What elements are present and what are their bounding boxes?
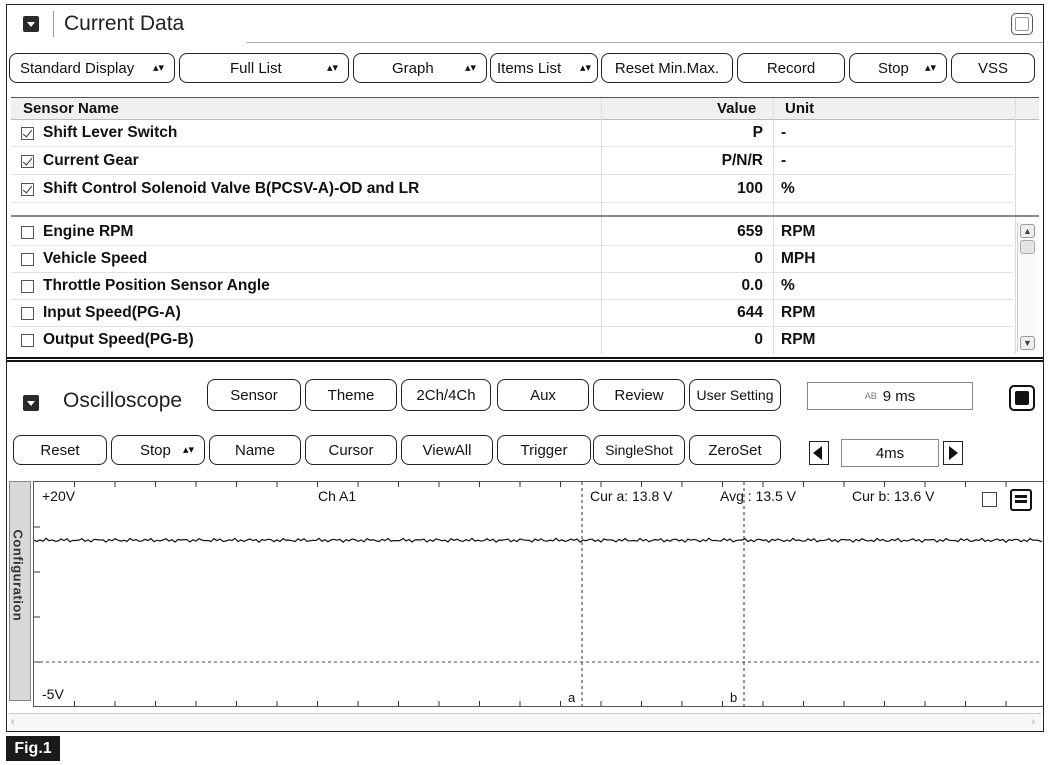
sensor-unit: - <box>781 124 787 141</box>
sensor-name: Vehicle Speed <box>43 250 148 267</box>
reset-button[interactable]: Reset <box>13 435 107 465</box>
row-checkbox[interactable] <box>21 280 34 293</box>
sensor-unit: % <box>781 277 795 294</box>
stop-select[interactable] <box>849 53 947 83</box>
sensor-name: Input Speed(PG-A) <box>43 304 181 321</box>
oscilloscope-display[interactable] <box>33 481 1043 707</box>
row-checkbox[interactable] <box>21 307 34 320</box>
reset-min-max-button[interactable]: Reset Min.Max. <box>601 53 733 83</box>
cursor-button[interactable]: Cursor <box>305 435 397 465</box>
col-value: Value <box>717 100 757 117</box>
selected-group-divider <box>11 215 1039 217</box>
time-scale-increase-icon[interactable] <box>943 441 963 465</box>
table-row[interactable] <box>11 273 1013 300</box>
stop-capture-icon[interactable] <box>1009 385 1035 411</box>
trigger-button[interactable]: Trigger <box>497 435 591 465</box>
cursor-a-readout: Cur a: 13.8 V <box>590 488 673 504</box>
current-data-header <box>7 5 1043 43</box>
scroll-up-icon[interactable]: ▲ <box>1020 224 1035 238</box>
sensor-value: 100 <box>737 180 763 197</box>
sensor-value: P <box>752 124 763 141</box>
app-window <box>6 4 1044 732</box>
configuration-tab[interactable] <box>9 481 31 701</box>
stop-label: Stop <box>878 59 909 77</box>
time-scale-value: 4ms <box>841 439 939 467</box>
cursor-b-readout: Cur b: 13.6 V <box>852 488 935 504</box>
time-scale-decrease-icon[interactable] <box>809 441 829 465</box>
items-list-label: Items List <box>497 59 562 77</box>
waveform-canvas <box>34 482 1042 706</box>
sensor-name: Shift Control Solenoid Valve B(PCSV-A)-OD and LR <box>43 180 420 197</box>
table-row[interactable] <box>11 219 1013 246</box>
sensor-value: P/N/R <box>721 152 763 169</box>
sensor-table <box>11 97 1039 353</box>
full-list-select[interactable] <box>179 53 349 83</box>
row-checkbox[interactable] <box>21 334 34 347</box>
table-row[interactable] <box>11 176 1013 203</box>
table-row[interactable] <box>11 120 1013 147</box>
time-readout-value: 9 ms <box>882 387 916 405</box>
channel-label: Ch A1 <box>318 488 357 504</box>
row-checkbox[interactable] <box>21 127 34 140</box>
table-row[interactable] <box>11 246 1013 273</box>
scroll-right-icon[interactable]: › <box>1031 716 1035 728</box>
row-checkbox[interactable] <box>21 155 34 168</box>
sensor-value: 644 <box>737 304 763 321</box>
sensor-name: Current Gear <box>43 152 139 169</box>
view-all-button[interactable]: ViewAll <box>401 435 493 465</box>
col-unit: Unit <box>785 100 815 117</box>
current-data-title: Current Data <box>64 12 185 35</box>
standard-display-label: Standard Display <box>20 59 135 77</box>
sensor-unit: RPM <box>781 223 816 240</box>
channel-checkbox[interactable] <box>982 492 997 507</box>
table-scrollbar[interactable] <box>1017 222 1037 352</box>
2ch-4ch-button[interactable]: 2Ch/4Ch <box>401 379 491 411</box>
sensor-unit: % <box>781 180 795 197</box>
select-arrows-icon: ▴▾ <box>182 443 194 456</box>
collapse-current-data-icon[interactable] <box>23 16 39 32</box>
select-arrows-icon: ▴▾ <box>464 61 476 74</box>
sensor-name: Output Speed(PG-B) <box>43 331 194 348</box>
scope-menu-icon[interactable] <box>1010 489 1032 511</box>
user-setting-button[interactable]: User Setting <box>689 379 781 411</box>
scope-horizontal-scrollbar[interactable] <box>9 713 1041 731</box>
configuration-tab-label: Configuration <box>10 529 26 622</box>
row-checkbox[interactable] <box>21 226 34 239</box>
time-readout-label: AB <box>864 390 877 401</box>
aux-button[interactable]: Aux <box>497 379 589 411</box>
scroll-left-icon[interactable]: ‹ <box>11 716 15 728</box>
table-row[interactable] <box>11 327 1013 354</box>
select-arrows-icon: ▴▾ <box>579 61 591 74</box>
header-underline <box>247 42 1043 43</box>
zero-set-button[interactable]: ZeroSet <box>689 435 781 465</box>
theme-button[interactable]: Theme <box>305 379 397 411</box>
standard-display-select[interactable] <box>9 53 175 83</box>
scroll-thumb[interactable] <box>1020 240 1035 254</box>
select-arrows-icon: ▴▾ <box>152 61 164 74</box>
name-button[interactable]: Name <box>209 435 301 465</box>
sensor-value: 659 <box>737 223 763 240</box>
waveform-line <box>34 538 1042 542</box>
sensor-value: 0.0 <box>741 277 763 294</box>
table-row[interactable] <box>11 300 1013 327</box>
collapse-oscilloscope-icon[interactable] <box>23 395 39 411</box>
panel-splitter[interactable] <box>7 357 1043 362</box>
table-header <box>11 98 1039 120</box>
maximize-icon[interactable] <box>1011 13 1033 35</box>
cursor-b-marker[interactable]: b <box>730 690 738 705</box>
time-readout <box>807 382 973 410</box>
sensor-value: 0 <box>754 250 763 267</box>
single-shot-button[interactable]: SingleShot <box>593 435 685 465</box>
select-arrows-icon: ▴▾ <box>326 61 338 74</box>
scope-stop-select[interactable] <box>111 435 205 465</box>
sensor-name: Throttle Position Sensor Angle <box>43 277 270 294</box>
select-arrows-icon: ▴▾ <box>924 61 936 74</box>
sensor-button[interactable]: Sensor <box>207 379 301 411</box>
y-min-label: -5V <box>42 686 64 702</box>
graph-select[interactable] <box>353 53 487 83</box>
items-list-select[interactable] <box>490 53 598 83</box>
scroll-down-icon[interactable]: ▼ <box>1020 336 1035 350</box>
sensor-name: Engine RPM <box>43 223 134 240</box>
header-divider <box>53 11 54 37</box>
figure-label: Fig.1 <box>6 736 60 761</box>
graph-label: Graph <box>392 59 434 77</box>
record-button[interactable]: Record <box>737 53 845 83</box>
sensor-unit: - <box>781 152 787 169</box>
oscilloscope-title: Oscilloscope <box>63 389 183 412</box>
sensor-name: Shift Lever Switch <box>43 124 178 141</box>
row-checkbox[interactable] <box>21 183 34 196</box>
y-max-label: +20V <box>42 488 76 504</box>
average-readout: Avg : 13.5 V <box>720 488 797 504</box>
full-list-label: Full List <box>230 59 282 77</box>
sensor-unit: RPM <box>781 304 816 321</box>
sensor-unit: RPM <box>781 331 816 348</box>
sensor-unit: MPH <box>781 250 816 267</box>
scope-stop-label: Stop <box>140 441 171 459</box>
review-button[interactable]: Review <box>593 379 685 411</box>
vss-button[interactable]: VSS <box>951 53 1035 83</box>
row-checkbox[interactable] <box>21 253 34 266</box>
table-row[interactable] <box>11 148 1013 175</box>
col-sensor-name: Sensor Name <box>23 100 119 117</box>
cursor-a-marker[interactable]: a <box>568 690 576 705</box>
sensor-value: 0 <box>754 331 763 348</box>
column-divider <box>1015 98 1016 354</box>
